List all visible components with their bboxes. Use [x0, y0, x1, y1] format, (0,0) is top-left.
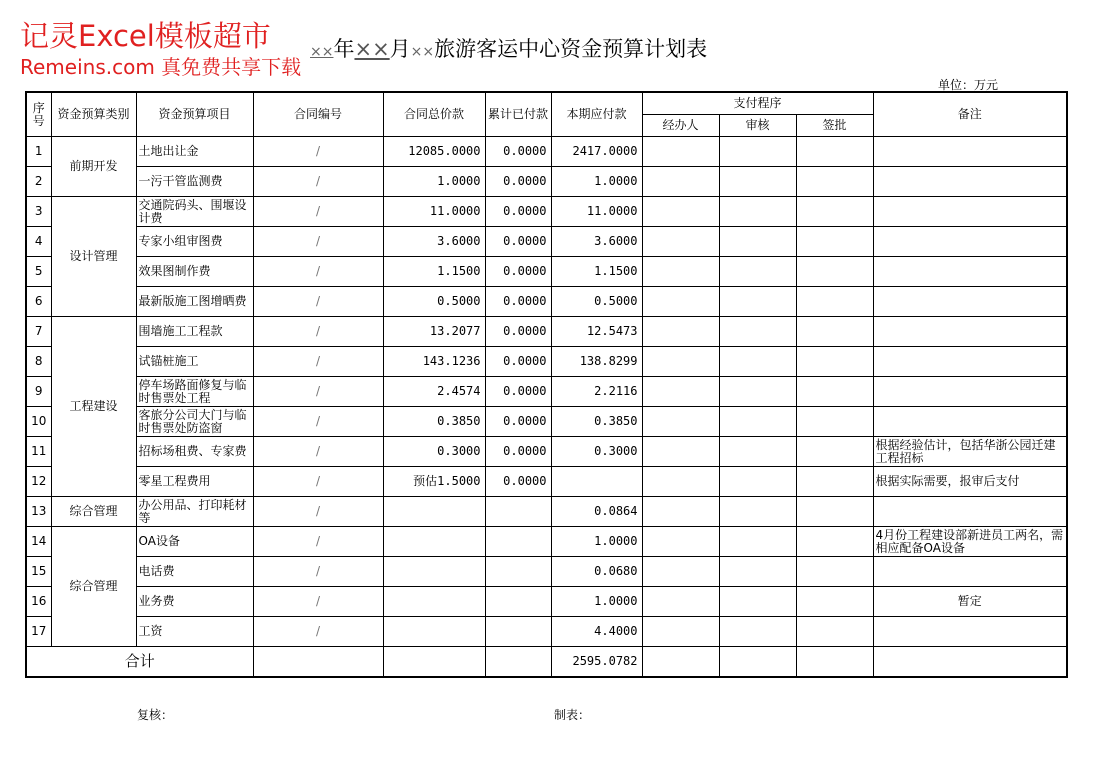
cell-seq: 7 — [26, 317, 51, 347]
total-remark — [873, 647, 1067, 678]
cell-paid: 0.0000 — [485, 347, 551, 377]
cell-remark — [873, 167, 1067, 197]
cell-contract-total — [383, 557, 485, 587]
cell-remark: 4月份工程建设部新进员工两名，需相应配备OA设备 — [873, 527, 1067, 557]
unit-label: 单位：万元 — [938, 78, 999, 92]
header-remarks: 备注 — [873, 92, 1067, 137]
cell-paid: 0.0000 — [485, 167, 551, 197]
cell-review — [719, 617, 796, 647]
cell-handler — [642, 317, 719, 347]
cell-current: 0.3850 — [551, 407, 642, 437]
table-row — [26, 167, 1067, 197]
cell-paid: 0.0000 — [485, 437, 551, 467]
cell-approve — [796, 167, 873, 197]
cell-approve — [796, 617, 873, 647]
cell-seq: 13 — [26, 497, 51, 527]
cell-category: 设计管理 — [51, 197, 136, 317]
cell-handler — [642, 557, 719, 587]
cell-item: 办公用品、打印耗材等 — [136, 497, 253, 527]
cell-remark — [873, 497, 1067, 527]
table-row — [26, 587, 1067, 617]
cell-contract-total — [383, 617, 485, 647]
cell-contract-total: 1.1500 — [383, 257, 485, 287]
cell-handler — [642, 347, 719, 377]
cell-seq: 2 — [26, 167, 51, 197]
cell-handler — [642, 407, 719, 437]
page-title — [310, 34, 707, 67]
cell-review — [719, 227, 796, 257]
cell-review — [719, 407, 796, 437]
cell-contract-total — [383, 497, 485, 527]
cell-contract-total — [383, 587, 485, 617]
cell-item: 围墙施工工程款 — [136, 317, 253, 347]
cell-remark: 根据实际需要，报审后支付 — [873, 467, 1067, 497]
cell-remark — [873, 347, 1067, 377]
cell-remark — [873, 377, 1067, 407]
cell-contract-no: / — [253, 617, 383, 647]
cell-paid: 0.0000 — [485, 467, 551, 497]
cell-contract-total: 0.3850 — [383, 407, 485, 437]
watermark-brand: 记灵Excel模板超市 — [20, 19, 271, 53]
cell-approve — [796, 287, 873, 317]
cell-contract-no: / — [253, 497, 383, 527]
cell-approve — [796, 467, 873, 497]
cell-contract-total: 1.0000 — [383, 167, 485, 197]
table-row — [26, 137, 1067, 167]
cell-approve — [796, 587, 873, 617]
cell-contract-total: 2.4574 — [383, 377, 485, 407]
cell-approve — [796, 407, 873, 437]
cell-paid: 0.0000 — [485, 197, 551, 227]
cell-item: 土地出让金 — [136, 137, 253, 167]
cell-current: 0.3000 — [551, 437, 642, 467]
cell-review — [719, 197, 796, 227]
cell-seq: 6 — [26, 287, 51, 317]
cell-current — [551, 467, 642, 497]
watermark-site: Remeins.com 真免费共享下载 — [20, 55, 302, 79]
year-label: 年 — [333, 37, 355, 61]
cell-review — [719, 377, 796, 407]
cell-contract-no: / — [253, 137, 383, 167]
cell-paid: 0.0000 — [485, 137, 551, 167]
cell-contract-no: / — [253, 257, 383, 287]
cell-approve — [796, 227, 873, 257]
cell-paid: 0.0000 — [485, 287, 551, 317]
total-contract-no — [253, 647, 383, 678]
cell-review — [719, 257, 796, 287]
cell-approve — [796, 437, 873, 467]
cell-item: 专家小组审图费 — [136, 227, 253, 257]
cell-review — [719, 497, 796, 527]
cell-contract-no: / — [253, 167, 383, 197]
cell-review — [719, 527, 796, 557]
cell-remark — [873, 287, 1067, 317]
month-label: 月 — [389, 37, 411, 61]
cell-remark — [873, 227, 1067, 257]
cell-handler — [642, 227, 719, 257]
table-row — [26, 467, 1067, 497]
cell-handler — [642, 287, 719, 317]
cell-approve — [796, 377, 873, 407]
cell-current: 3.6000 — [551, 227, 642, 257]
cell-handler — [642, 377, 719, 407]
cell-current: 11.0000 — [551, 197, 642, 227]
table-row — [26, 257, 1067, 287]
cell-review — [719, 287, 796, 317]
table-row — [26, 437, 1067, 467]
cell-approve — [796, 257, 873, 287]
cell-paid — [485, 497, 551, 527]
cell-contract-no: / — [253, 587, 383, 617]
cell-seq: 15 — [26, 557, 51, 587]
cell-item: OA设备 — [136, 527, 253, 557]
budget-table — [25, 91, 1068, 678]
cell-item: 效果图制作费 — [136, 257, 253, 287]
cell-paid — [485, 527, 551, 557]
cell-approve — [796, 557, 873, 587]
cell-item: 客旅分公司大门与临时售票处防盗窗 — [136, 407, 253, 437]
cell-contract-total: 12085.0000 — [383, 137, 485, 167]
cell-paid — [485, 587, 551, 617]
table-row — [26, 407, 1067, 437]
cell-item: 业务费 — [136, 587, 253, 617]
header-handler: 经办人 — [642, 115, 719, 137]
total-paid — [485, 647, 551, 678]
cell-handler — [642, 467, 719, 497]
header-current: 本期应付款 — [551, 92, 642, 137]
cell-contract-no: / — [253, 467, 383, 497]
header-approve: 签批 — [796, 115, 873, 137]
cell-review — [719, 587, 796, 617]
cell-approve — [796, 527, 873, 557]
cell-handler — [642, 257, 719, 287]
cell-seq: 1 — [26, 137, 51, 167]
cell-remark — [873, 197, 1067, 227]
cell-remark — [873, 137, 1067, 167]
footer-review: 复核： — [137, 708, 174, 722]
cell-current: 4.4000 — [551, 617, 642, 647]
cell-seq: 14 — [26, 527, 51, 557]
cell-contract-no: / — [253, 227, 383, 257]
cell-category: 综合管理 — [51, 527, 136, 647]
table-row — [26, 377, 1067, 407]
cell-contract-no: / — [253, 407, 383, 437]
cell-handler — [642, 197, 719, 227]
table-row — [26, 557, 1067, 587]
cell-paid: 0.0000 — [485, 317, 551, 347]
cell-remark: 暂定 — [873, 587, 1067, 617]
cell-current: 138.8299 — [551, 347, 642, 377]
cell-contract-total: 0.5000 — [383, 287, 485, 317]
cell-current: 1.0000 — [551, 587, 642, 617]
month-placeholder: ×× — [354, 37, 390, 61]
cell-review — [719, 137, 796, 167]
cell-contract-total: 3.6000 — [383, 227, 485, 257]
cell-contract-no: / — [253, 317, 383, 347]
total-row — [26, 647, 1067, 678]
cell-paid: 0.0000 — [485, 227, 551, 257]
cell-handler — [642, 437, 719, 467]
cell-item: 一污干管监测费 — [136, 167, 253, 197]
cell-current: 0.5000 — [551, 287, 642, 317]
cell-paid — [485, 557, 551, 587]
total-handler — [642, 647, 719, 678]
cell-handler — [642, 137, 719, 167]
cell-contract-no: / — [253, 557, 383, 587]
cell-contract-total — [383, 527, 485, 557]
cell-seq: 17 — [26, 617, 51, 647]
cell-category: 工程建设 — [51, 317, 136, 497]
day-placeholder: ×× — [410, 44, 435, 60]
cell-contract-total: 143.1236 — [383, 347, 485, 377]
cell-remark — [873, 407, 1067, 437]
cell-handler — [642, 497, 719, 527]
header-contract-no: 合同编号 — [253, 92, 383, 137]
cell-handler — [642, 617, 719, 647]
total-review — [719, 647, 796, 678]
cell-approve — [796, 347, 873, 377]
total-contract-total — [383, 647, 485, 678]
cell-item: 最新版施工图增晒费 — [136, 287, 253, 317]
cell-contract-total: 11.0000 — [383, 197, 485, 227]
cell-seq: 8 — [26, 347, 51, 377]
cell-review — [719, 347, 796, 377]
cell-review — [719, 557, 796, 587]
cell-handler — [642, 167, 719, 197]
cell-contract-total: 预估1.5000 — [383, 467, 485, 497]
cell-seq: 10 — [26, 407, 51, 437]
cell-approve — [796, 317, 873, 347]
cell-paid: 0.0000 — [485, 257, 551, 287]
cell-category: 综合管理 — [51, 497, 136, 527]
cell-review — [719, 467, 796, 497]
cell-paid: 0.0000 — [485, 377, 551, 407]
cell-current: 1.0000 — [551, 167, 642, 197]
header-item: 资金预算项目 — [136, 92, 253, 137]
cell-seq: 12 — [26, 467, 51, 497]
cell-contract-total: 0.3000 — [383, 437, 485, 467]
cell-current: 1.0000 — [551, 527, 642, 557]
cell-review — [719, 437, 796, 467]
table-row — [26, 197, 1067, 227]
cell-review — [719, 317, 796, 347]
cell-seq: 5 — [26, 257, 51, 287]
cell-seq: 9 — [26, 377, 51, 407]
header-review: 审核 — [719, 115, 796, 137]
cell-current: 2.2116 — [551, 377, 642, 407]
title-text: 旅游客运中心资金预算计划表 — [434, 37, 708, 61]
cell-remark: 根据经验估计，包括华浙公园迁建工程招标 — [873, 437, 1067, 467]
cell-remark — [873, 317, 1067, 347]
cell-item: 电话费 — [136, 557, 253, 587]
cell-remark — [873, 557, 1067, 587]
cell-approve — [796, 197, 873, 227]
header-paid: 累计已付款 — [485, 92, 551, 137]
table-row — [26, 527, 1067, 557]
cell-item: 工资 — [136, 617, 253, 647]
table-row — [26, 227, 1067, 257]
header-contract-total: 合同总价款 — [383, 92, 485, 137]
table-row — [26, 347, 1067, 377]
cell-review — [719, 167, 796, 197]
cell-current: 1.1500 — [551, 257, 642, 287]
cell-seq: 4 — [26, 227, 51, 257]
cell-remark — [873, 257, 1067, 287]
cell-current: 0.0680 — [551, 557, 642, 587]
cell-seq: 11 — [26, 437, 51, 467]
cell-item: 零星工程费用 — [136, 467, 253, 497]
total-current: 2595.0782 — [551, 647, 642, 678]
cell-category: 前期开发 — [51, 137, 136, 197]
cell-item: 招标场租费、专家费 — [136, 437, 253, 467]
cell-handler — [642, 587, 719, 617]
table-row — [26, 287, 1067, 317]
cell-handler — [642, 527, 719, 557]
cell-contract-no: / — [253, 437, 383, 467]
footer-prepared: 制表： — [554, 708, 591, 722]
cell-item: 交通院码头、围堰设计费 — [136, 197, 253, 227]
year-placeholder: ×× — [310, 44, 334, 60]
total-label: 合计 — [26, 647, 253, 678]
cell-contract-no: / — [253, 527, 383, 557]
header-row — [26, 92, 1067, 115]
cell-remark — [873, 617, 1067, 647]
header-procedure: 支付程序 — [642, 92, 873, 115]
table-row — [26, 617, 1067, 647]
cell-approve — [796, 137, 873, 167]
cell-seq: 16 — [26, 587, 51, 617]
cell-contract-total: 13.2077 — [383, 317, 485, 347]
cell-contract-no: / — [253, 287, 383, 317]
cell-current: 12.5473 — [551, 317, 642, 347]
header-seq: 序号 — [26, 92, 51, 137]
cell-seq: 3 — [26, 197, 51, 227]
cell-paid — [485, 617, 551, 647]
cell-contract-no: / — [253, 197, 383, 227]
cell-contract-no: / — [253, 377, 383, 407]
cell-item: 停车场路面修复与临时售票处工程 — [136, 377, 253, 407]
header-category: 资金预算类别 — [51, 92, 136, 137]
table-row — [26, 497, 1067, 527]
table-row — [26, 317, 1067, 347]
cell-item: 试锚桩施工 — [136, 347, 253, 377]
total-approve — [796, 647, 873, 678]
cell-contract-no: / — [253, 347, 383, 377]
cell-current: 2417.0000 — [551, 137, 642, 167]
cell-current: 0.0864 — [551, 497, 642, 527]
cell-paid: 0.0000 — [485, 407, 551, 437]
cell-approve — [796, 497, 873, 527]
